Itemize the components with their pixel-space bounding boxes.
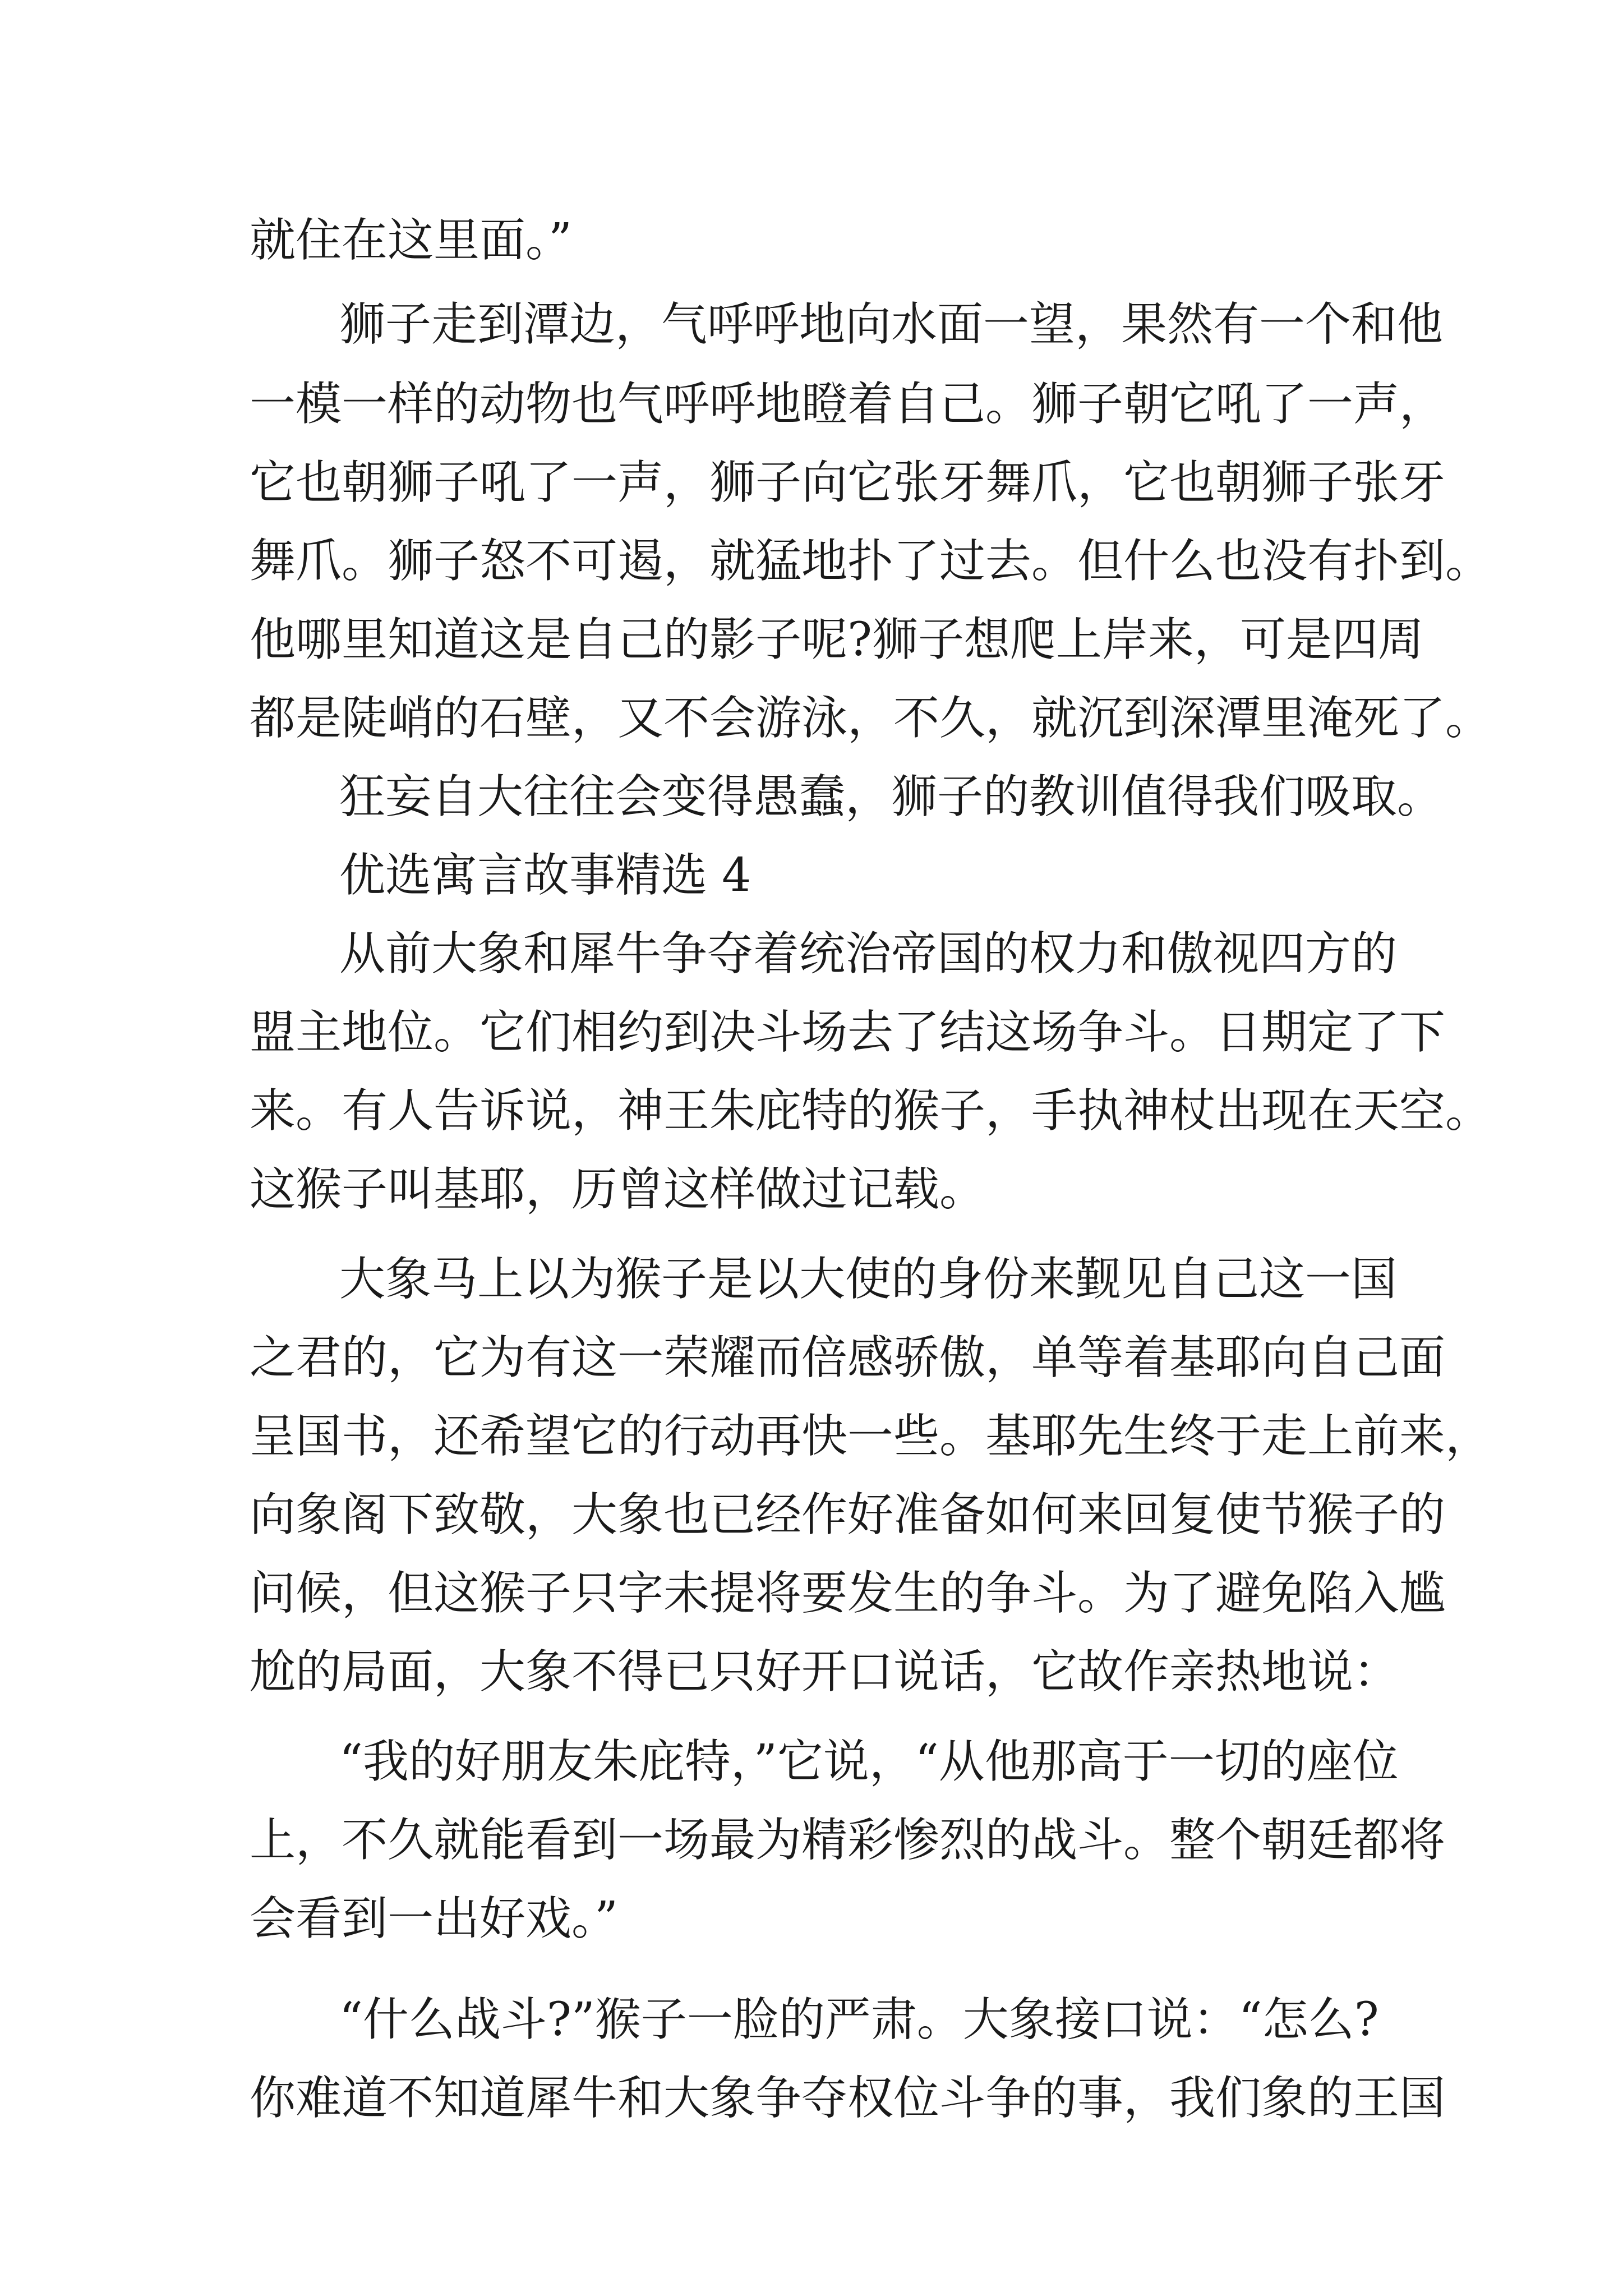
text-line: 狂妄自大往往会变得愚蠢，狮子的教训值得我们吸取。 xyxy=(339,770,1444,823)
text-line: 上，不久就能看到一场最为精彩惨烈的战斗。整个朝廷都将 xyxy=(250,1814,1446,1867)
text-line: 盟主地位。它们相约到决斗场去了结这场争斗。日期定了下 xyxy=(250,1006,1446,1059)
text-line: 问候，但这猴子只字未提将要发生的争斗。为了避免陷入尴 xyxy=(250,1567,1446,1620)
text-line: 就住在这里面。” xyxy=(250,214,572,267)
text-line: 狮子走到潭边，气呼呼地向水面一望，果然有一个和他 xyxy=(339,298,1444,351)
text-line: “我的好朋友朱庇特，”它说，“从他那高于一切的座位 xyxy=(339,1735,1399,1788)
text-line: 你难道不知道犀牛和大象争夺权位斗争的事，我们象的王国 xyxy=(250,2072,1446,2125)
text-line: 一模一样的动物也气呼呼地瞪着自己。狮子朝它吼了一声， xyxy=(250,378,1446,431)
text-line: 舞爪。狮子怒不可遏，就猛地扑了过去。但什么也没有扑到。 xyxy=(250,535,1492,588)
text-line: 向象阁下致敬，大象也已经作好准备如何来回复使节猴子的 xyxy=(250,1488,1446,1542)
text-line: 都是陡峭的石壁，又不会游泳，不久，就沉到深潭里淹死了。 xyxy=(250,692,1492,745)
text-line: 之君的，它为有这一荣耀而倍感骄傲，单等着基耶向自己面 xyxy=(250,1331,1446,1384)
text-line: 它也朝狮子吼了一声，狮子向它张牙舞爪，它也朝狮子张牙 xyxy=(250,456,1446,509)
text-line: 大象马上以为猴子是以大使的身份来觐见自己这一国 xyxy=(339,1253,1398,1306)
text-line: “什么战斗?”猴子一脸的严肃。大象接口说：“怎么? xyxy=(339,1993,1379,2046)
text-line: 从前大象和犀牛争夺着统治帝国的权力和傲视四方的 xyxy=(339,927,1398,981)
text-line: 会看到一出好戏。” xyxy=(250,1892,618,1945)
text-line: 呈国书，还希望它的行动再快一些。基耶先生终于走上前来， xyxy=(250,1410,1492,1463)
section-heading: 优选寓言故事精选 4 xyxy=(339,849,751,902)
text-line: 尬的局面，大象不得已只好开口说话，它故作亲热地说： xyxy=(250,1645,1400,1699)
text-line: 这猴子叫基耶，历曾这样做过记载。 xyxy=(250,1163,986,1216)
text-line: 他哪里知道这是自己的影子呢?狮子想爬上岸来，可是四周 xyxy=(250,613,1424,666)
text-line: 来。有人告诉说，神王朱庇特的猴子，手执神杖出现在天空。 xyxy=(250,1084,1492,1138)
